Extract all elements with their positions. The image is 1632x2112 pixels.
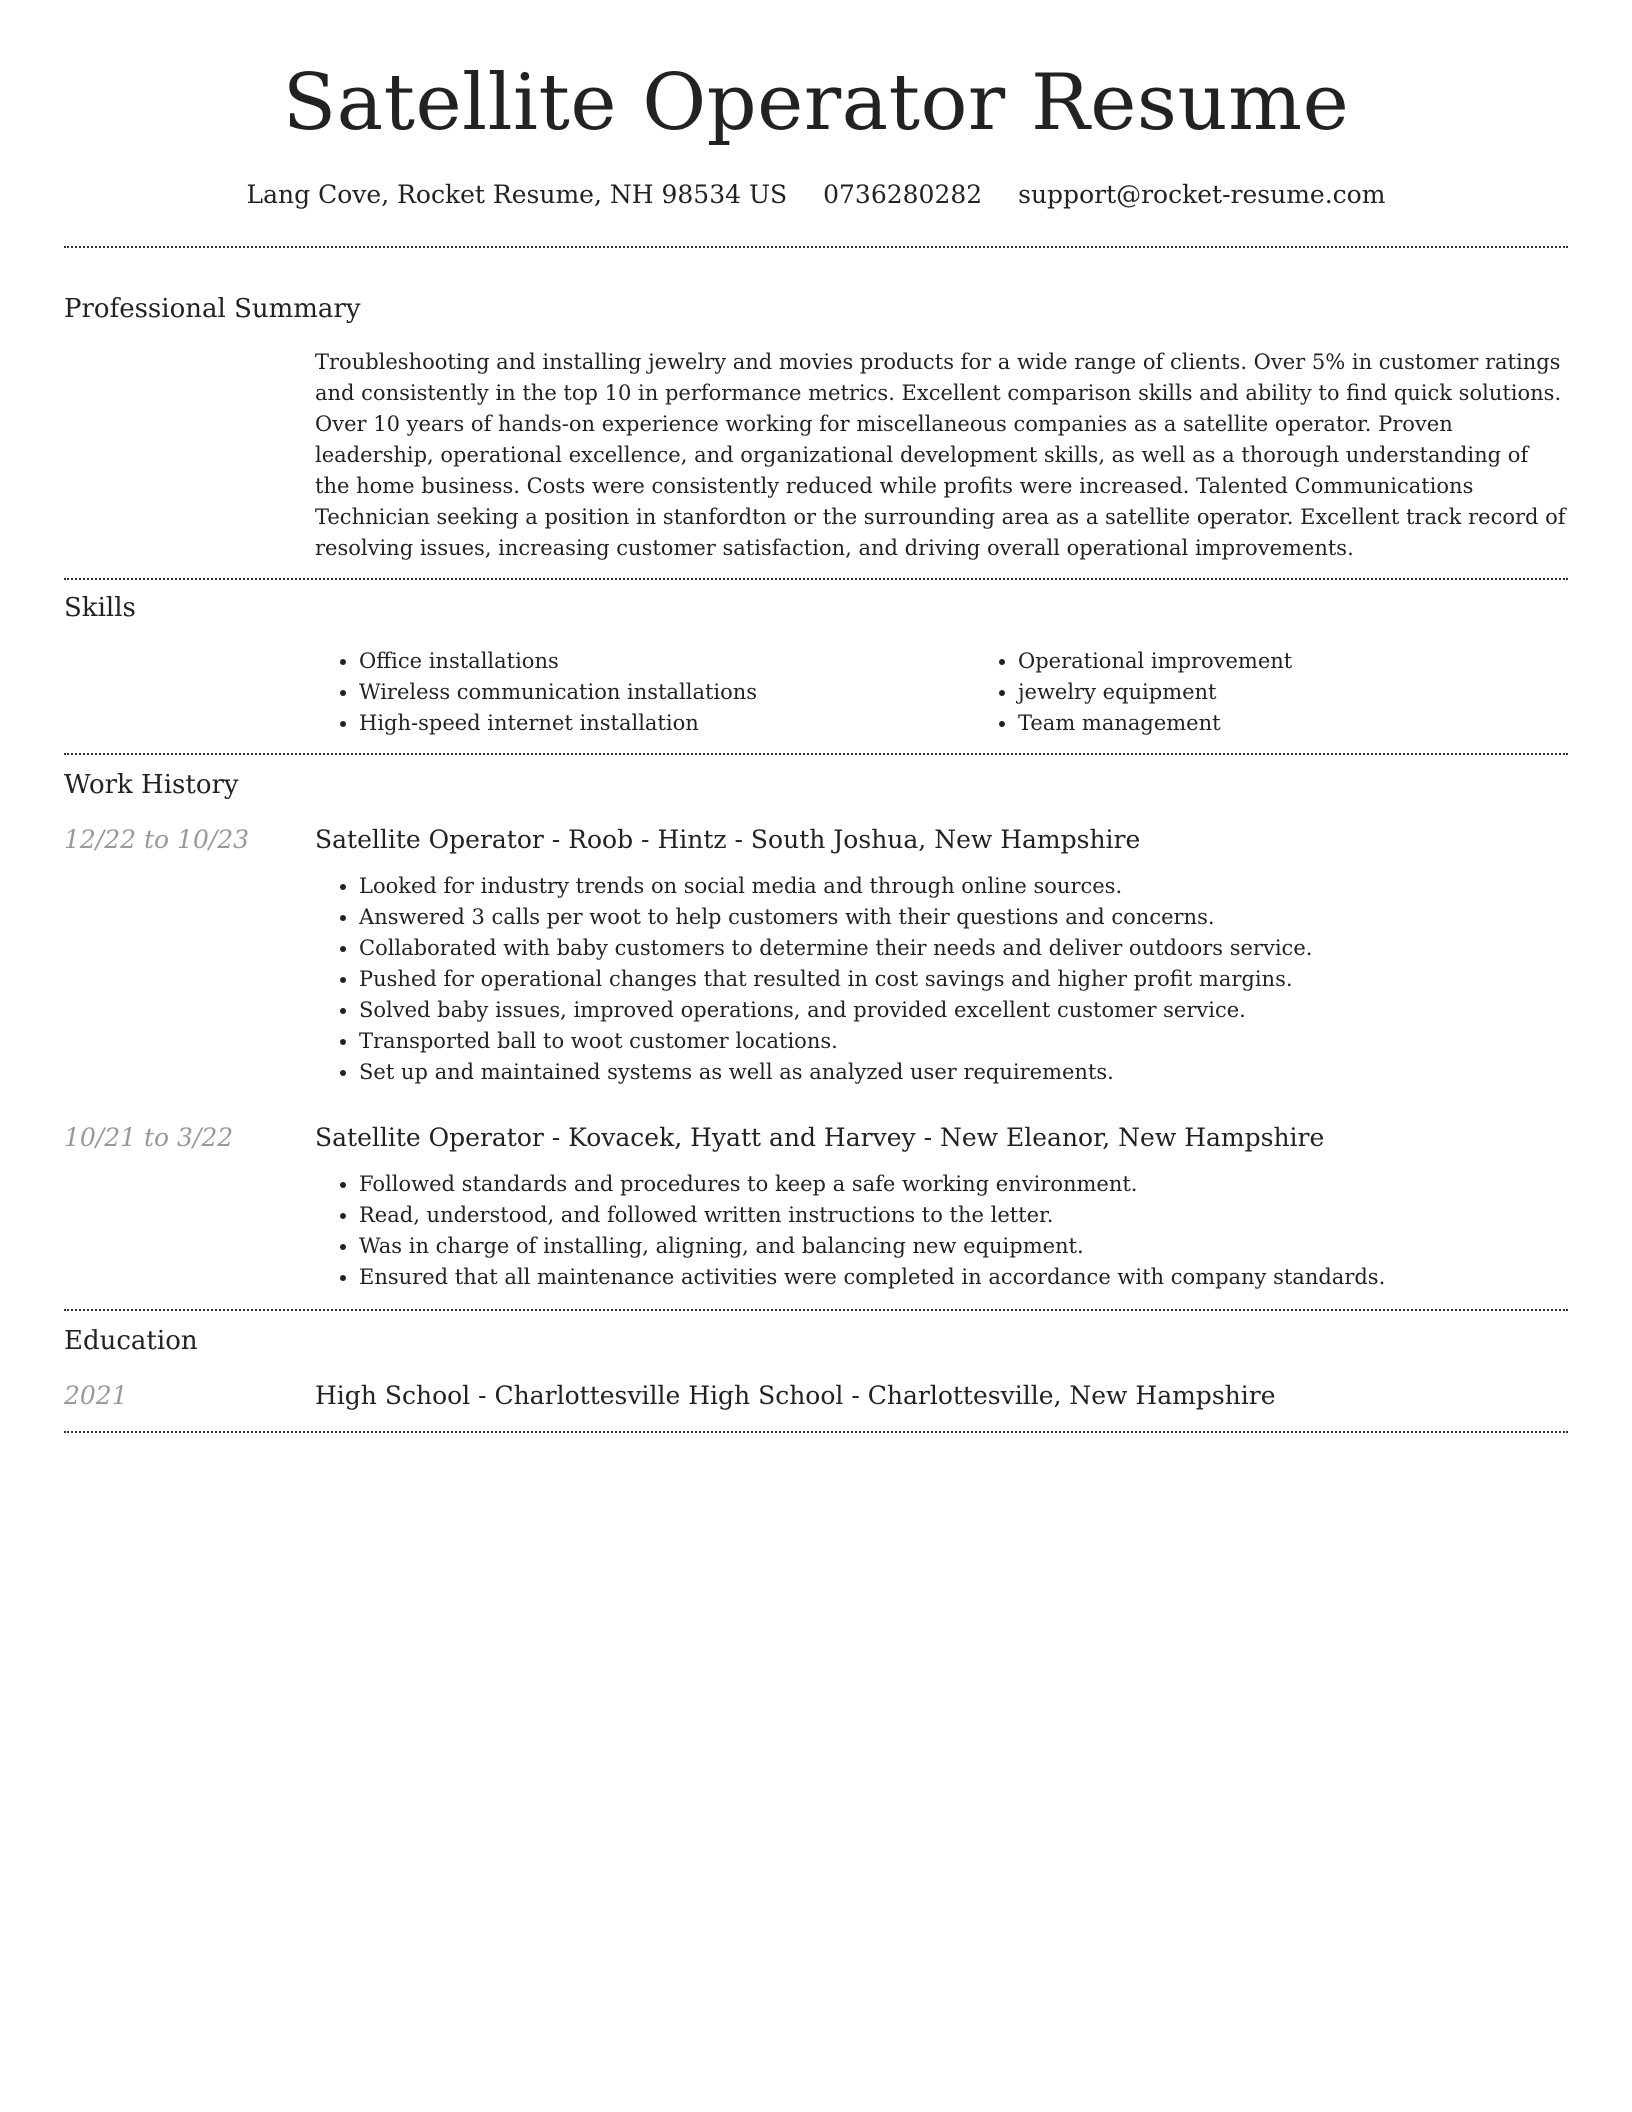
skills-heading: Skills [64,593,136,623]
summary-heading: Professional Summary [64,294,361,324]
summary-section [64,248,1568,578]
education-title: High School - Charlottesville High School - Charlottesville, New Hampshire [315,1381,1276,1410]
education-year: 2021 [64,1381,128,1410]
contact-line [64,178,1568,212]
education-heading: Education [64,1326,198,1356]
job-title: Satellite Operator - Kovacek, Hyatt and Harvey - New Eleanor, New Hampshire [315,1123,1325,1152]
summary-text: Troubleshooting and installing jewelry and movies products for a wide range of clients. Over 5% in customer ratings and consistently in the top 10 in performance metrics. Excellent comparison skills and ability to find quick solutions. Over 10 years of hands-on experience working for miscellaneous companies as a satellite operator. Proven leadership, operational excellence, and organizational development skills, as well as a thorough understanding of the home business. Costs were consistently reduced while profits were increased. Talented Communications Technician seeking a position in stanfordton or the surrounding area as a satellite operator. Excellent track record of resolving issues, increasing customer satisfaction, and driving overall operational improvements. [315,350,1566,560]
job-dates: 10/21 to 3/22 [64,1123,234,1152]
skills-section [64,580,1568,753]
job-entry [64,823,1568,1088]
job-dates: 12/22 to 10/23 [64,825,250,854]
skill-item: • Office installations [359,646,974,677]
job-bullet: • Read, understood, and followed written instructions to the letter. [359,1200,1568,1231]
job-title: Satellite Operator - Roob - Hintz - South Joshua, New Hampshire [315,825,1141,854]
job-bullet: • Was in charge of installing, aligning, and balancing new equipment. [359,1231,1568,1262]
skill-item: • jewelry equipment [1018,677,1632,708]
job-bullet: • Answered 3 calls per woot to help customers with their questions and concerns. [359,902,1568,933]
skills-list-left [315,646,974,739]
contact-email: support@rocket-resume.com [1018,180,1386,209]
job-bullet: • Collaborated with baby customers to determine their needs and deliver outdoors service. [359,933,1568,964]
work-history-section [64,755,1568,1309]
section-divider [64,1431,1568,1433]
skills-list-right [974,646,1632,739]
skill-item: • High-speed internet installation [359,708,974,739]
job-bullet: • Solved baby issues, improved operations, and provided excellent customer service. [359,995,1568,1026]
contact-address: Lang Cove, Rocket Resume, NH 98534 US [246,180,788,209]
job-bullet: • Followed standards and procedures to keep a safe working environment. [359,1169,1568,1200]
education-section [64,1311,1568,1431]
resume-title: Satellite Operator Resume [282,58,1350,148]
job-bullet: • Transported ball to woot customer locations. [359,1026,1568,1057]
skill-item: • Team management [1018,708,1632,739]
contact-phone: 0736280282 [823,180,983,209]
job-entry [64,1121,1568,1309]
job-bullet: • Pushed for operational changes that resulted in cost savings and higher profit margins. [359,964,1568,995]
job-bullet: • Set up and maintained systems as well as analyzed user requirements. [359,1057,1568,1088]
work-history-heading: Work History [64,770,239,800]
job-bullet: • Looked for industry trends on social media and through online sources. [359,871,1568,902]
job-bullets [315,871,1568,1088]
skill-item: • Operational improvement [1018,646,1632,677]
job-bullets [315,1169,1568,1293]
job-bullet: • Ensured that all maintenance activities were completed in accordance with company standards. [359,1262,1568,1293]
skill-item: • Wireless communication installations [359,677,974,708]
education-entry [64,1379,1568,1431]
